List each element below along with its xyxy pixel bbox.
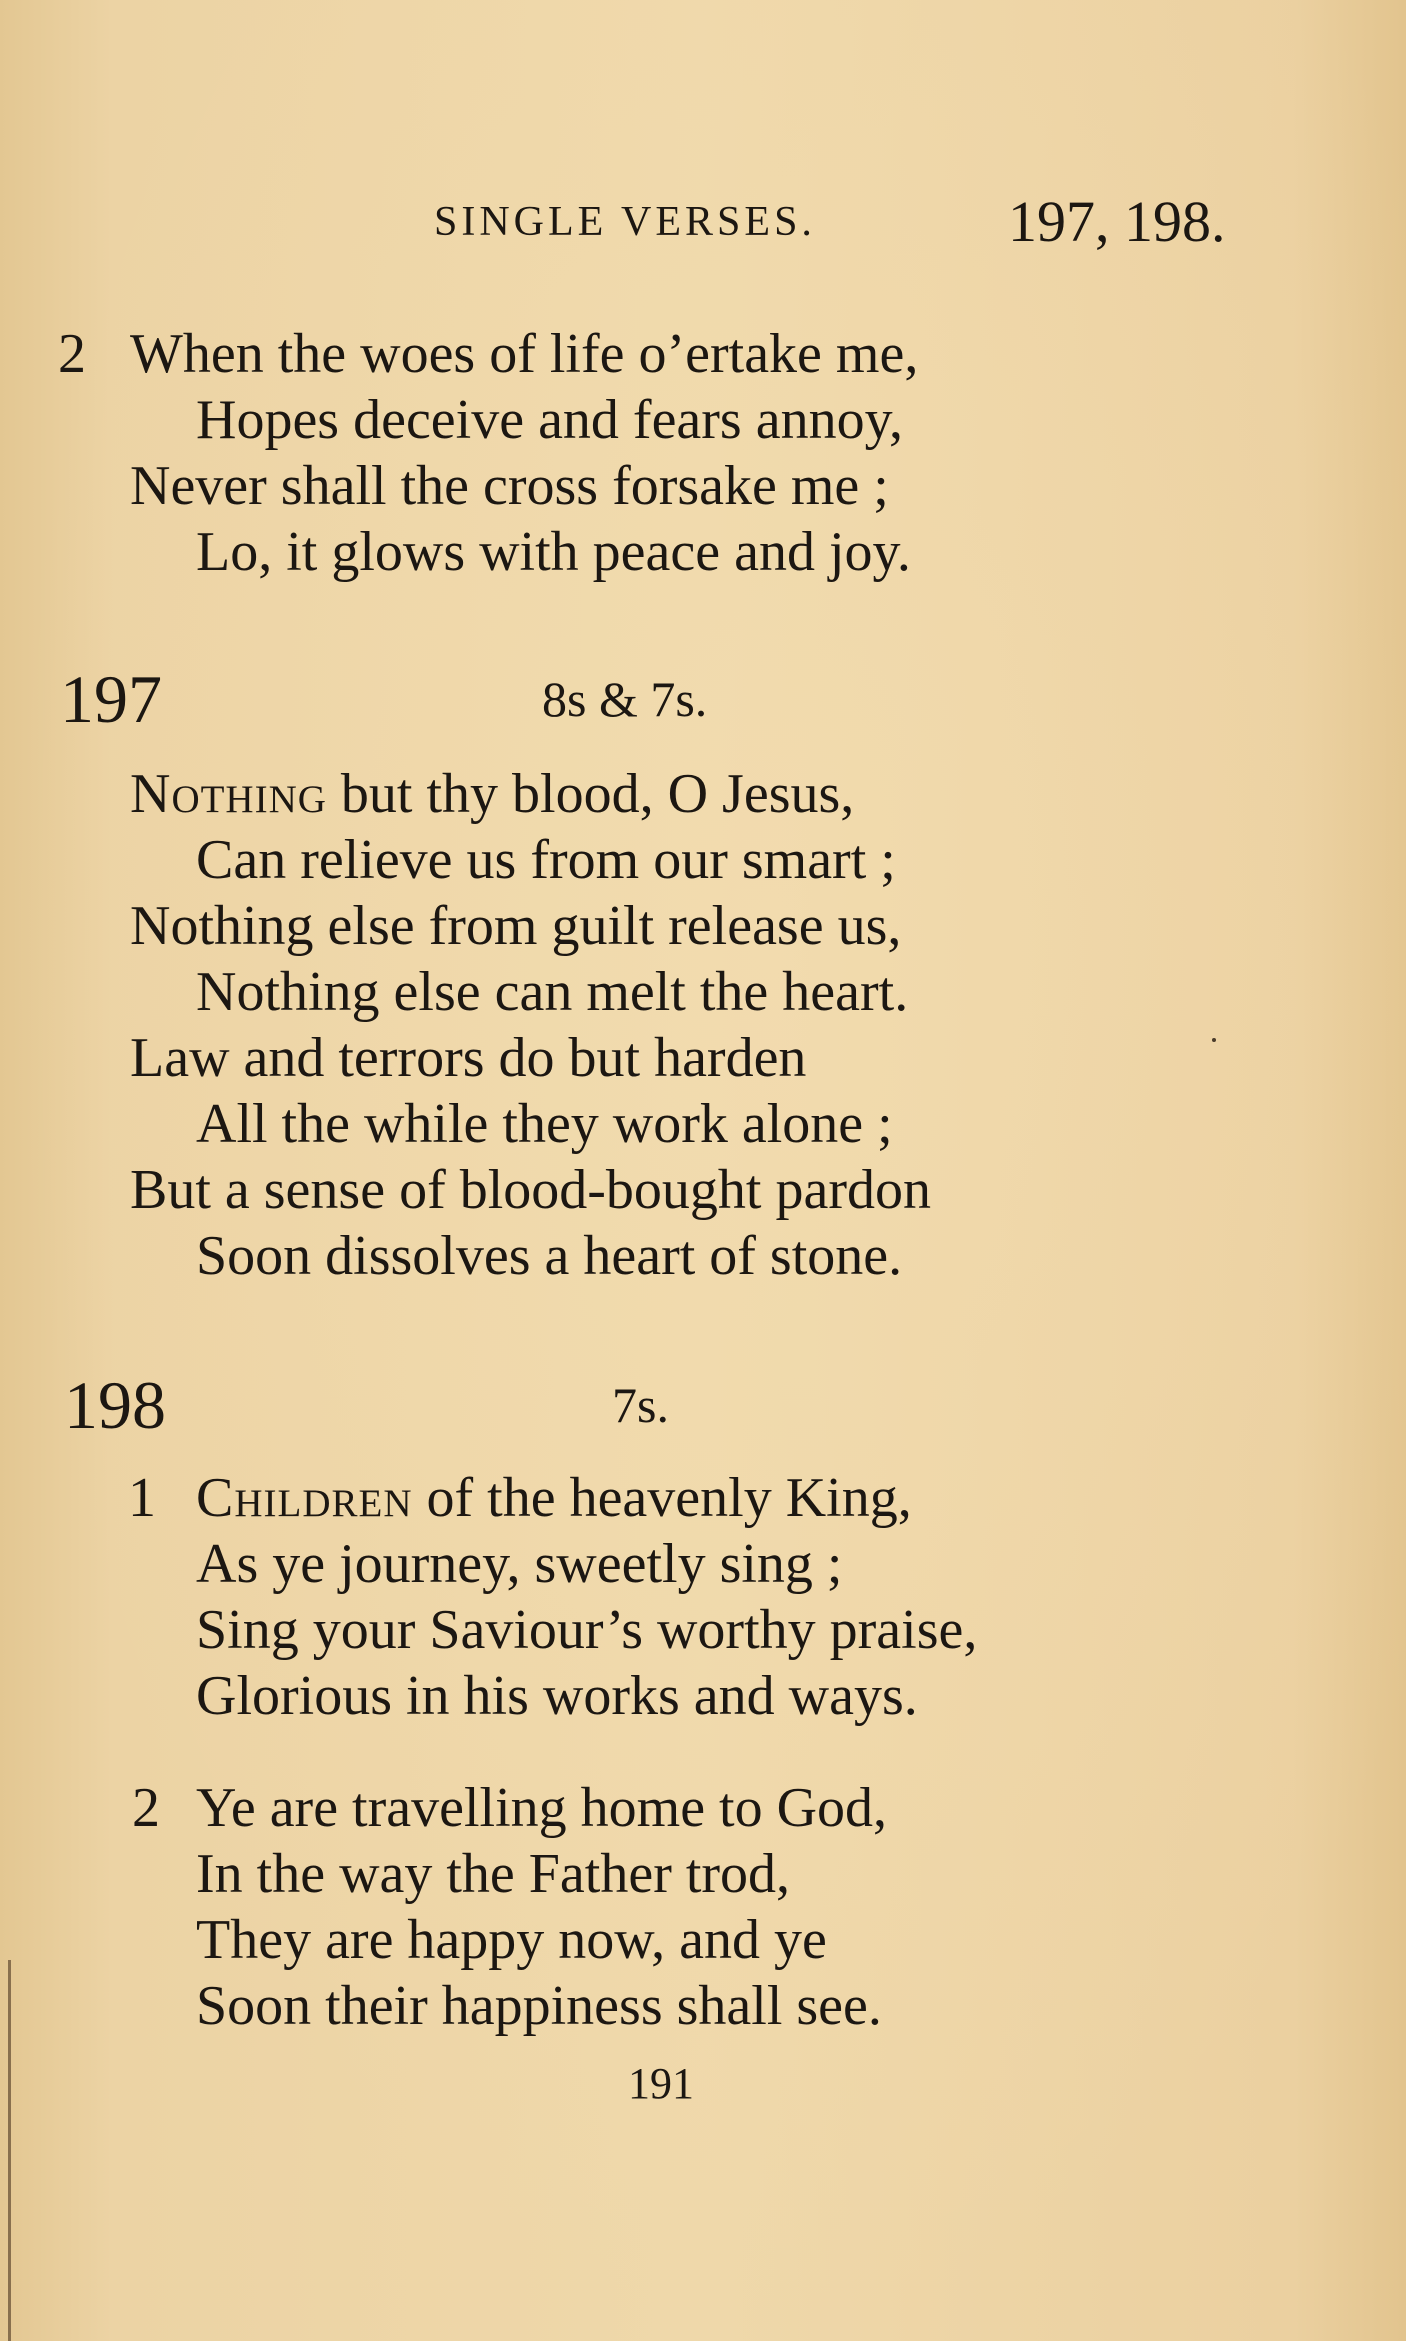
verse-line: Hopes deceive and fears annoy, bbox=[196, 389, 903, 451]
verse-line: When the woes of life o’ertake me, bbox=[130, 323, 919, 385]
first-word-small-caps: Children bbox=[196, 1467, 413, 1529]
hymn-meter: 8s & 7s. bbox=[542, 671, 708, 727]
verse-line-first bbox=[130, 762, 854, 826]
first-line-rest: of the heavenly King, bbox=[412, 1467, 912, 1529]
verse-line: Ye are travelling home to God, bbox=[196, 1777, 888, 1839]
page-folio: 191 bbox=[628, 2059, 694, 2108]
hymn-number: 198 bbox=[64, 1367, 166, 1443]
first-word-small-caps: Nothing bbox=[130, 763, 327, 825]
verse-line: All the while they work alone ; bbox=[196, 1093, 893, 1155]
verse-line: They are happy now, and ye bbox=[196, 1909, 827, 1971]
hymn-meter: 7s. bbox=[612, 1377, 669, 1433]
stanza-number: 2 bbox=[58, 323, 86, 385]
verse-line: Sing your Saviour’s worthy praise, bbox=[196, 1599, 978, 1661]
verse-line: Soon dissolves a heart of stone. bbox=[196, 1225, 903, 1287]
hymn-range-numbers: 197, 198. bbox=[1008, 189, 1226, 254]
first-line-rest: but thy blood, O Jesus, bbox=[326, 763, 855, 825]
verse-line: Never shall the cross forsake me ; bbox=[130, 455, 889, 517]
stanza-number: 1 bbox=[128, 1467, 156, 1529]
hymn-number: 197 bbox=[60, 661, 162, 737]
verse-line-first bbox=[196, 1466, 912, 1530]
page-edge-shadow bbox=[8, 1960, 11, 2341]
verse-line: Nothing else can melt the heart. bbox=[196, 961, 909, 1023]
verse-line: Law and terrors do but harden bbox=[130, 1027, 807, 1089]
verse-line: Can relieve us from our smart ; bbox=[196, 829, 896, 891]
verse-line: Nothing else from guilt release us, bbox=[130, 895, 902, 957]
verse-line: In the way the Father trod, bbox=[196, 1843, 791, 1905]
running-title: SINGLE VERSES. bbox=[434, 199, 816, 245]
verse-line: Glorious in his works and ways. bbox=[196, 1665, 918, 1727]
stanza-number: 2 bbox=[132, 1777, 160, 1839]
ink-speck bbox=[1212, 1038, 1216, 1042]
verse-line: Lo, it glows with peace and joy. bbox=[196, 521, 911, 583]
verse-line: But a sense of blood-bought pardon bbox=[130, 1159, 931, 1221]
verse-line: As ye journey, sweetly sing ; bbox=[196, 1533, 843, 1595]
verse-line: Soon their happiness shall see. bbox=[196, 1975, 882, 2037]
